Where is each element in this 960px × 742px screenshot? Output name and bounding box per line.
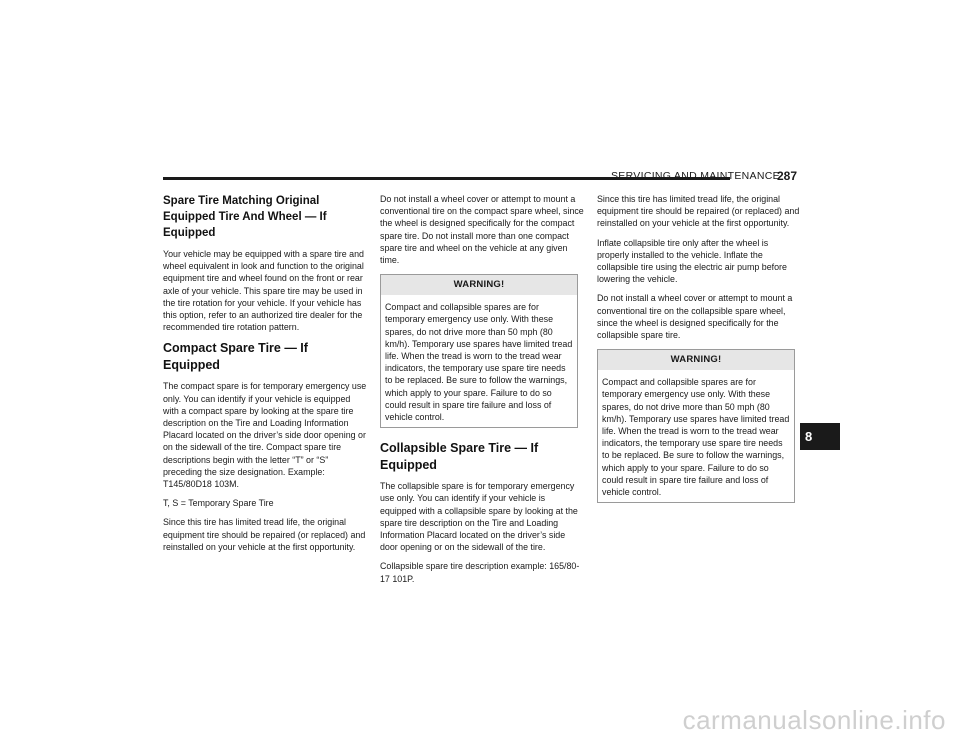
- warning-text: Compact and collapsible spares are for temporary emergency use only. With these spares, do not drive more than 50 mph (80 km/h). Temporary use spares have limited tread life. When the tread is worn to the tread wear indicators, the temporary use spare tire needs to be replaced. Be sure to follow the warnings, which apply to your spare. Failure to do so could result in spare tire failure and loss of vehicle control.: [602, 377, 790, 498]
- warning-body: [598, 370, 794, 502]
- column-1: [163, 193, 367, 560]
- paragraph: Your vehicle may be equipped with a spare tire and wheel equivalent in look and function to the original equipment tire and wheel found on the front or rear axle of your vehicle. This spare tire may be used in the tire rotation for your vehicle. If your vehicle has this option, refer to an authorized tire dealer for the recommended tire rotation pattern.: [163, 249, 364, 333]
- paragraph: Since this tire has limited tread life, the original equipment tire should be repaired (or replaced) and reinstalled on your vehicle at the first opportunity.: [163, 517, 366, 552]
- column-2: [380, 193, 584, 592]
- paragraph: The compact spare is for temporary emergency use only. You can identify if your vehicle is equipped with a compact spare by looking at the spare tire description on the Tire and Loading Information Placard located on the driver’s side door opening or on the sidewall of the tire. Compact spare tire descriptions begin with the letter “T” or “S” preceding the size designation. Example: T145/80D18 103M.: [163, 381, 367, 490]
- column-3: [597, 193, 801, 515]
- paragraph: T, S = Temporary Spare Tire: [163, 498, 274, 509]
- warning-text: Compact and collapsible spares are for temporary emergency use only. With these spares, do not drive more than 50 mph (80 km/h). Temporary use spares have limited tread life. When the tread is worn to the tread wear indicators, the temporary use spare tire needs to be replaced. Be sure to follow the warnings, which apply to your spare. Failure to do so could result in spare tire failure and loss of vehicle control.: [385, 302, 573, 423]
- heading-collapsible-spare: Collapsible Spare Tire — If Equipped: [380, 441, 539, 473]
- paragraph: Do not install a wheel cover or attempt to mount a conventional tire on the compact spare wheel, since the wheel is designed specifically for the compact spare tire. Do not install more than one compact spare tire and wheel on the vehicle at any given time.: [380, 194, 584, 266]
- page-number: 287: [777, 169, 798, 183]
- warning-body: [381, 295, 577, 427]
- warning-box: [597, 349, 795, 503]
- warning-title: WARNING!: [381, 275, 577, 295]
- paragraph: Inflate collapsible tire only after the wheel is properly installed to the vehicle. Inflate the collapsible tire using the electric air pump before lowering the vehicle.: [597, 237, 787, 285]
- paragraph: Since this tire has limited tread life, the original equipment tire should be repaired (or replaced) and reinstalled on your vehicle at the first opportunity.: [597, 194, 800, 229]
- paragraph: The collapsible spare is for temporary emergency use only. You can identify if your vehicle is equipped with a collapsible spare by looking at the spare tire description on the Tire and Loading Information Placard located on the driver’s side door opening or on the sidewall of the tire.: [380, 481, 578, 553]
- warning-box: [380, 274, 578, 428]
- paragraph: Do not install a wheel cover or attempt to mount a conventional tire on the collapsible spare wheel, since the wheel is designed specifically for the collapsible spare tire.: [597, 293, 793, 341]
- heading-spare-matching: Spare Tire Matching Original Equipped Tire And Wheel — If Equipped: [163, 195, 327, 239]
- running-header-title: SERVICING AND MAINTENANCE: [611, 170, 780, 182]
- chapter-tab: 8: [800, 423, 840, 450]
- heading-compact-spare: Compact Spare Tire — If Equipped: [163, 341, 308, 373]
- paragraph: Collapsible spare tire description example: 165/80-17 101P.: [380, 561, 580, 584]
- warning-title: WARNING!: [598, 350, 794, 370]
- watermark: carmanualsonline.info: [682, 705, 946, 735]
